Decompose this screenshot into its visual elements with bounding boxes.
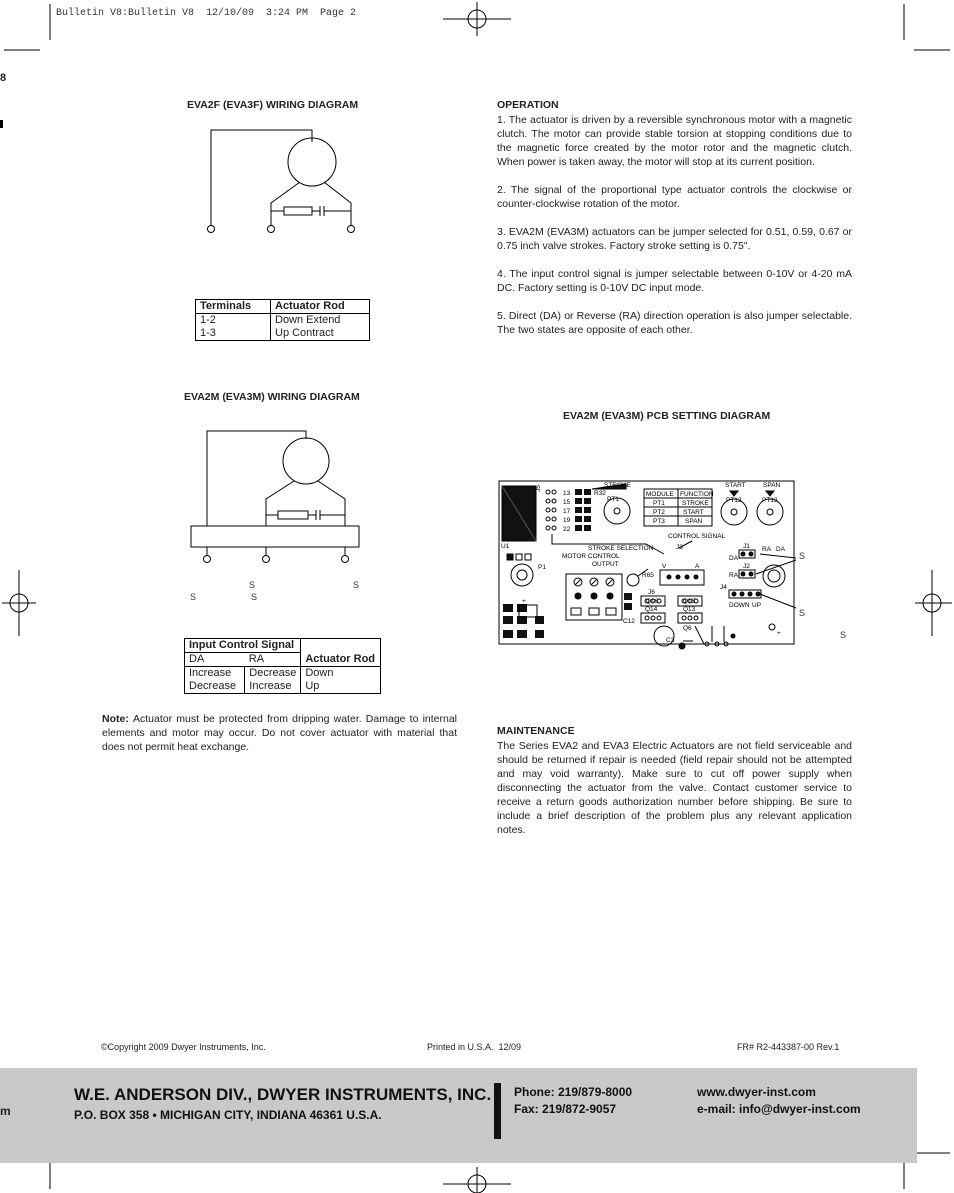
pcb-label: UP	[752, 602, 762, 609]
table-cell: Up Contract	[271, 327, 370, 341]
phone-block	[514, 1084, 632, 1118]
eva2m-terminal-mark: S	[353, 580, 360, 590]
table-subheader: DA	[185, 653, 245, 667]
pcb-label: U1	[501, 543, 510, 550]
pcb-label: Q14	[645, 606, 658, 613]
email-link[interactable]: e-mail: info@dwyer-inst.com	[697, 1102, 861, 1116]
pcb-label: +	[777, 630, 781, 637]
input-signal-table	[184, 638, 381, 694]
table-cell: 1-3	[196, 327, 271, 341]
table-header-row	[185, 639, 381, 653]
table-header: Actuator Rod	[301, 639, 381, 667]
copyright: ©Copyright 2009 Dwyer Instruments, Inc.	[101, 1042, 266, 1052]
eva2f-diagram-title: EVA2F (EVA3F) WIRING DIAGRAM	[187, 99, 359, 111]
pcb-label: PT3	[653, 518, 665, 525]
table-header: Terminals	[196, 300, 271, 314]
table-cell: Increase	[185, 667, 245, 681]
edge-mark: 8	[0, 72, 7, 84]
company-address: P.O. BOX 358 • MICHIGAN CITY, INDIANA 46361 U.S.A.	[74, 1108, 382, 1122]
phone-number: Phone: 219/879-8000	[514, 1085, 633, 1099]
eva2m-terminal-mark: S	[249, 580, 256, 590]
pcb-label: RA	[762, 546, 772, 553]
form-number: FR# R2-443387-00 Rev.1	[737, 1042, 840, 1052]
pcb-label: Q6	[683, 625, 692, 632]
footer-edge-text: m	[0, 1104, 11, 1118]
pcb-label: 22	[563, 526, 571, 533]
pcb-label: Q15	[683, 598, 696, 605]
table-cell: Down	[301, 667, 381, 681]
eva2m-terminal-mark: S	[190, 592, 197, 602]
table-header-row	[196, 300, 370, 314]
pcb-label: C12	[623, 618, 635, 625]
operation-paragraph: 5. Direct (DA) or Reverse (RA) direction operation is also jumper selectable. The two states are opposite of each other.	[497, 310, 852, 336]
pcb-label: J5	[535, 485, 542, 492]
pcb-label: MODULE	[646, 491, 674, 498]
pcb-label: PT1	[653, 500, 665, 507]
table-row	[196, 314, 370, 328]
pcb-callout: S	[799, 608, 806, 618]
table-row	[185, 667, 381, 681]
pcb-label: J6	[648, 589, 655, 596]
table-cell: 1-2	[196, 314, 271, 328]
table-cell: Increase	[245, 680, 301, 694]
pcb-label: Q13	[683, 606, 696, 613]
pcb-label: Q16	[646, 598, 659, 605]
pcb-label: PT1	[607, 496, 619, 503]
pcb-label: START	[725, 482, 746, 489]
pcb-setting-diagram	[496, 476, 856, 656]
pcb-label: MOTOR CONTROL	[562, 553, 620, 560]
pcb-label: J4	[720, 584, 727, 591]
pcb-label: PT12	[726, 497, 742, 504]
web-block	[697, 1084, 861, 1118]
eva2m-diagram-title: EVA2M (EVA3M) WIRING DIAGRAM	[184, 391, 360, 403]
operation-section	[497, 113, 852, 351]
eva2m-terminal-mark: S	[251, 592, 258, 602]
pcb-label: STROKE SELECTION	[588, 545, 654, 552]
operation-paragraph: 4. The input control signal is jumper selectable between 0-10V or 4-20 mA DC. Factory setting is 0-10V DC input mode.	[497, 268, 852, 294]
eva2m-wiring-diagram	[188, 428, 364, 568]
operation-paragraph: 2. The signal of the proportional type actuator controls the clockwise or counter-clockwise rotation of the motor.	[497, 184, 852, 210]
pcb-label: C3	[666, 637, 675, 644]
note-paragraph	[102, 712, 457, 754]
pcb-label: OUTPUT	[592, 561, 619, 568]
pcb-diagram-title: EVA2M (EVA3M) PCB SETTING DIAGRAM	[563, 410, 771, 422]
pcb-label: R32	[594, 490, 606, 497]
pcb-label: SPAN	[763, 482, 781, 489]
pcb-label: V	[662, 563, 667, 570]
operation-title: OPERATION	[497, 99, 559, 111]
pcb-label: 13	[563, 490, 571, 497]
pcb-label: +	[522, 598, 526, 605]
operation-paragraph: 1. The actuator is driven by a reversible synchronous motor with a magnetic clutch. The motor can provide stable torsion at stopping conditions due to the magnetic force created by the motor rotor and the magnetic clutch. When power is taken away, the motor will stop at its current position.	[497, 114, 852, 168]
pcb-label: STROKE	[682, 500, 709, 507]
pcb-callout: S	[840, 630, 847, 640]
pcb-label: 15	[563, 499, 571, 506]
pcb-label: DA	[729, 555, 739, 562]
table-row	[196, 327, 370, 341]
note-text: Actuator must be protected from dripping water. Damage to internal elements and motor may occur. Do not cover actuator with material that does not permit heat exchange.	[102, 713, 458, 753]
operation-paragraph: 3. EVA2M (EVA3M) actuators can be jumper selected for 0.51, 0.59, 0.67 or 0.75 inch valve strokes. Factory stroke setting is 0.75".	[497, 226, 852, 252]
table-subheader: RA	[245, 653, 301, 667]
pcb-label: DA	[776, 546, 786, 553]
terminal-table	[195, 299, 370, 341]
pcb-label: CONTROL SIGNAL	[668, 533, 726, 540]
table-cell: Decrease	[185, 680, 245, 694]
pcb-label: 19	[563, 517, 571, 524]
maintenance-title: MAINTENANCE	[497, 725, 575, 737]
pcb-label: RA	[729, 572, 739, 579]
pcb-label: J3	[676, 544, 683, 551]
print-slug: Bulletin V8:Bulletin V8 12/10/09 3:24 PM Page 2	[56, 8, 357, 19]
footer-divider	[494, 1083, 501, 1139]
table-row	[185, 680, 381, 694]
table-header: Actuator Rod	[271, 300, 370, 314]
pcb-label: PT13	[762, 497, 778, 504]
printed-note: Printed in U.S.A. 12/09	[427, 1042, 522, 1052]
fax-number: Fax: 219/872-9057	[514, 1102, 617, 1116]
pcb-label: FUNCTION	[680, 491, 714, 498]
pcb-label: R65	[642, 572, 654, 579]
pcb-label: STROKE	[604, 482, 631, 489]
table-cell: Decrease	[245, 667, 301, 681]
pcb-label: DOWN	[729, 602, 750, 609]
eva2f-wiring-diagram	[200, 125, 370, 237]
maintenance-paragraph: The Series EVA2 and EVA3 Electric Actuators are not field serviceable and should be returned if repair is needed (field repair should not be attempted and may void warranty). Make sure to cut off power supply when disconnecting the actuator from the valve. Contact customer service to receive a return goods authorization number before shipping. Be sure to include a brief description of the problem plus any relevant application notes.	[497, 740, 852, 836]
table-header: Input Control Signal	[185, 639, 301, 653]
pcb-label: A	[695, 563, 700, 570]
website-link[interactable]: www.dwyer-inst.com	[697, 1085, 816, 1099]
pcb-label: J1	[743, 543, 750, 550]
pcb-label: J2	[743, 563, 750, 570]
pcb-label: P1	[538, 564, 546, 571]
table-cell: Down Extend	[271, 314, 370, 328]
company-name: W.E. ANDERSON DIV., DWYER INSTRUMENTS, INC.	[74, 1085, 492, 1104]
note-label: Note:	[102, 713, 129, 725]
pcb-label: SPAN	[685, 518, 703, 525]
pcb-label: PT2	[653, 509, 665, 516]
pcb-label: 17	[563, 508, 571, 515]
pcb-callout: S	[799, 551, 806, 561]
pcb-label: START	[683, 509, 704, 516]
table-cell: Up	[301, 680, 381, 694]
